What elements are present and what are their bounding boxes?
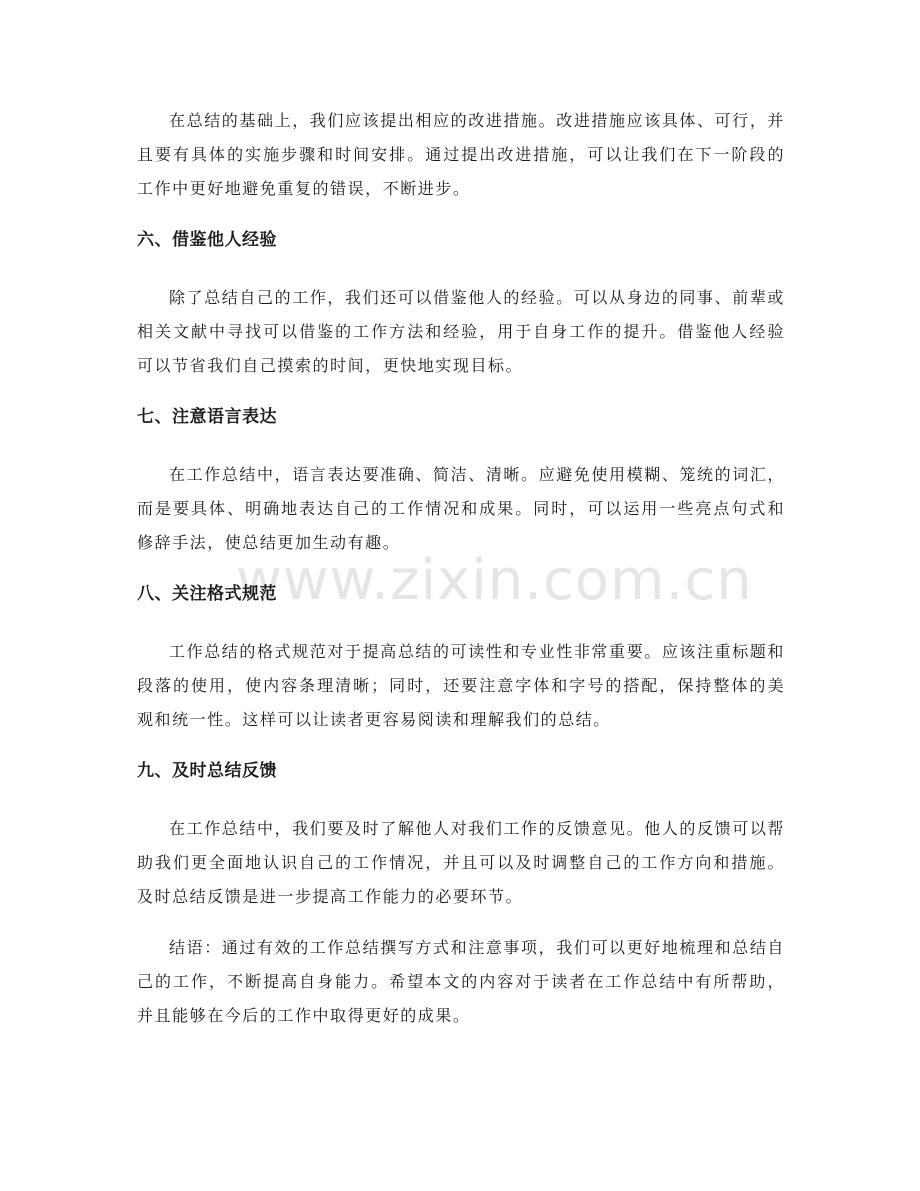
section-heading-6: 六、借鉴他人经验 — [137, 230, 277, 250]
section-heading-9: 九、及时总结反馈 — [137, 761, 277, 781]
paragraph-improvement-measures: 在总结的基础上，我们应该提出相应的改进措施。改进措施应该具体、可行，并且要有具体的实施步骤和时间安排。通过提出改进措施，可以让我们在下一阶段的工作中更好地避免重复的错误，不断进步。 — [137, 111, 785, 198]
section-heading-7: 七、注意语言表达 — [137, 407, 277, 427]
watermark: www.zixin.com.cn — [236, 548, 753, 613]
paragraph-learn-from-others: 除了总结自己的工作，我们还可以借鉴他人的经验。可以从身边的同事、前辈或相关文献中寻找可以借鉴的工作方法和经验，用于自身工作的提升。借鉴他人经验可以节省我们自己摸索的时间，更快地实现目标。 — [137, 288, 785, 375]
section-heading-8: 八、关注格式规范 — [137, 584, 277, 604]
paragraph-language-expression: 在工作总结中，语言表达要准确、简洁、清晰。应避免使用模糊、笼统的词汇，而是要具体、明确地表达自己的工作情况和成果。同时，可以运用一些亮点句式和修辞手法，使总结更加生动有趣。 — [137, 465, 785, 552]
paragraph-timely-feedback: 在工作总结中，我们要及时了解他人对我们工作的反馈意见。他人的反馈可以帮助我们更全面地认识自己的工作情况，并且可以及时调整自己的工作方向和措施。及时总结反馈是进一步提高工作能力的必要环节。 — [137, 819, 785, 906]
paragraph-conclusion: 结语：通过有效的工作总结撰写方式和注意事项，我们可以更好地梳理和总结自己的工作，不断提高自身能力。希望本文的内容对于读者在工作总结中有所帮助，并且能够在今后的工作中取得更好的成果。 — [137, 938, 785, 1025]
paragraph-format-standards: 工作总结的格式规范对于提高总结的可读性和专业性非常重要。应该注重标题和段落的使用，使内容条理清晰；同时，还要注意字体和字号的搭配，保持整体的美观和统一性。这样可以让读者更容易阅读和理解我们的总结。 — [137, 642, 785, 729]
document-body — [137, 104, 785, 1033]
